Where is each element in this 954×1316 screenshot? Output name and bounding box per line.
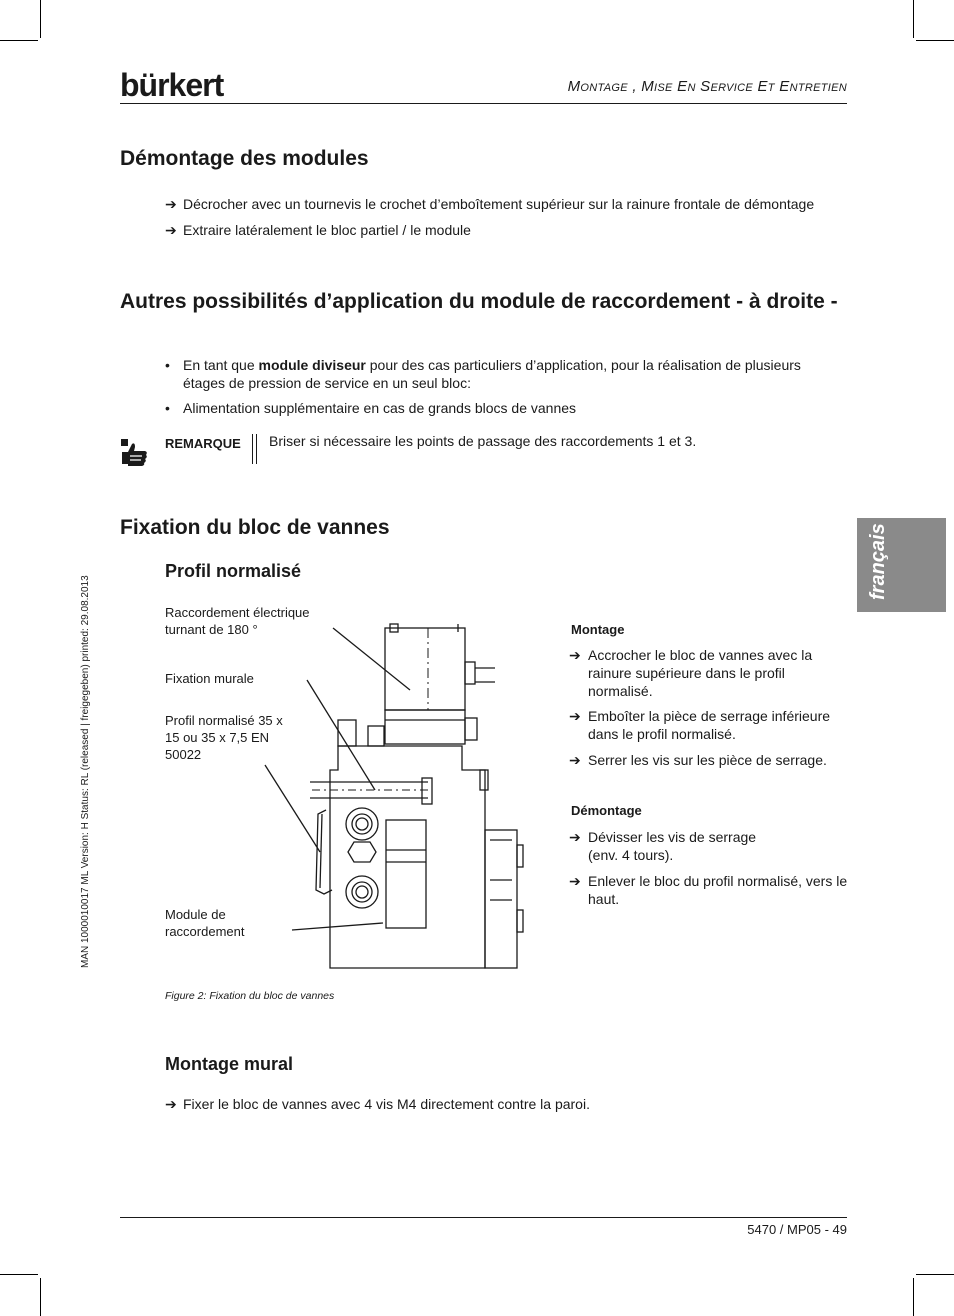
step-text: Emboîter la pièce de serrage inférieure dans le profil normalisé. [588,708,831,742]
step-text: Serrer les vis sur les pièce de serrage. [588,752,827,768]
bullet-text-bold: module diviseur [258,357,366,373]
section-title-autres: Autres possibilités d’application du module de raccordement - à droite - [120,290,838,313]
arrow-icon: ➔ [569,708,581,724]
demontage-title: Démontage [571,803,642,818]
crop-mark [916,1274,954,1275]
page-number: 5470 / MP05 - 49 [747,1222,847,1237]
step-item [165,1095,590,1113]
bullet-text-post: pour des cas particuliers d’application, pour la réalisation de plusieurs étages de pression de service en un seul bloc: [183,357,801,391]
arrow-icon: ➔ [569,647,581,663]
note-label: REMARQUE [165,436,241,451]
step-text: Décrocher avec un tournevis le crochet d’emboîtement supérieur sur la rainure frontale de démontage [183,196,815,212]
crop-mark [916,40,954,41]
crop-mark [40,0,41,38]
valve-block-drawing [250,620,550,972]
brand-logo-text: bürkert [120,67,224,102]
step-text: Dévisser les vis de serrage (env. 4 tours). [588,829,757,863]
thumbs-up-icon [118,436,150,468]
bullet-text: Alimentation supplémentaire en cas de grands blocs de vannes [183,400,577,416]
step-item [165,195,814,213]
header-divider [120,103,847,104]
figure-label-raccordement: Raccordement électrique turnant de 180 ° [165,605,310,637]
figure-label-module: Module de raccordement [165,907,245,939]
arrow-icon: ➔ [165,196,177,212]
bullet-icon: • [165,400,170,416]
figure-label-fixation-murale: Fixation murale [165,671,254,686]
arrow-icon: ➔ [569,752,581,768]
arrow-icon: ➔ [569,873,581,889]
language-tab [857,518,946,612]
bullet-icon: • [165,357,170,373]
crop-mark [0,40,38,41]
montage-step [569,751,849,769]
arrow-icon: ➔ [569,829,581,845]
note-divider [256,434,257,464]
montage-title: Montage [571,622,625,637]
header-title: Montage , Mise En Service Et Entretien [567,78,847,95]
subsection-title-mural: Montage mural [165,1054,294,1074]
footer-divider [120,1217,847,1218]
crop-mark [913,1278,914,1316]
section-title-fixation: Fixation du bloc de vannes [120,516,390,539]
step-item [165,221,471,239]
brand-logo [120,66,226,102]
montage-step [569,707,849,743]
demontage-step [569,828,849,864]
note-text: Briser si nécessaire les points de passage des raccordements 1 et 3. [269,433,697,449]
bullet-text-pre: En tant que [183,357,259,373]
figure-caption: Figure 2: Fixation du bloc de vannes [165,990,335,1002]
arrow-icon: ➔ [165,1096,177,1112]
crop-mark [40,1278,41,1316]
step-text: Accrocher le bloc de vannes avec la rainure supérieure dans le profil normalisé. [588,647,813,699]
arrow-icon: ➔ [165,222,177,238]
note-divider [252,434,253,464]
step-text: Enlever le bloc du profil normalisé, vers le haut. [588,873,848,907]
step-text: Extraire latéralement le bloc partiel / le module [183,222,471,238]
document-id: MAN 1000010017 ML Version: H Status: RL (released | freigegeben) printed: 29.08.2013 [80,575,91,968]
figure-label-profil: Profil normalisé 35 x 15 ou 35 x 7,5 EN 50022 [165,713,283,762]
section-title-demontage: Démontage des modules [120,147,369,170]
montage-step [569,646,849,700]
demontage-step [569,872,849,908]
step-text: Fixer le bloc de vannes avec 4 vis M4 directement contre la paroi. [183,1096,590,1112]
crop-mark [0,1274,38,1275]
subsection-title-profil: Profil normalisé [165,561,302,581]
bullet-text [183,356,843,392]
language-tab-label: français [867,523,889,600]
crop-mark [913,0,914,38]
